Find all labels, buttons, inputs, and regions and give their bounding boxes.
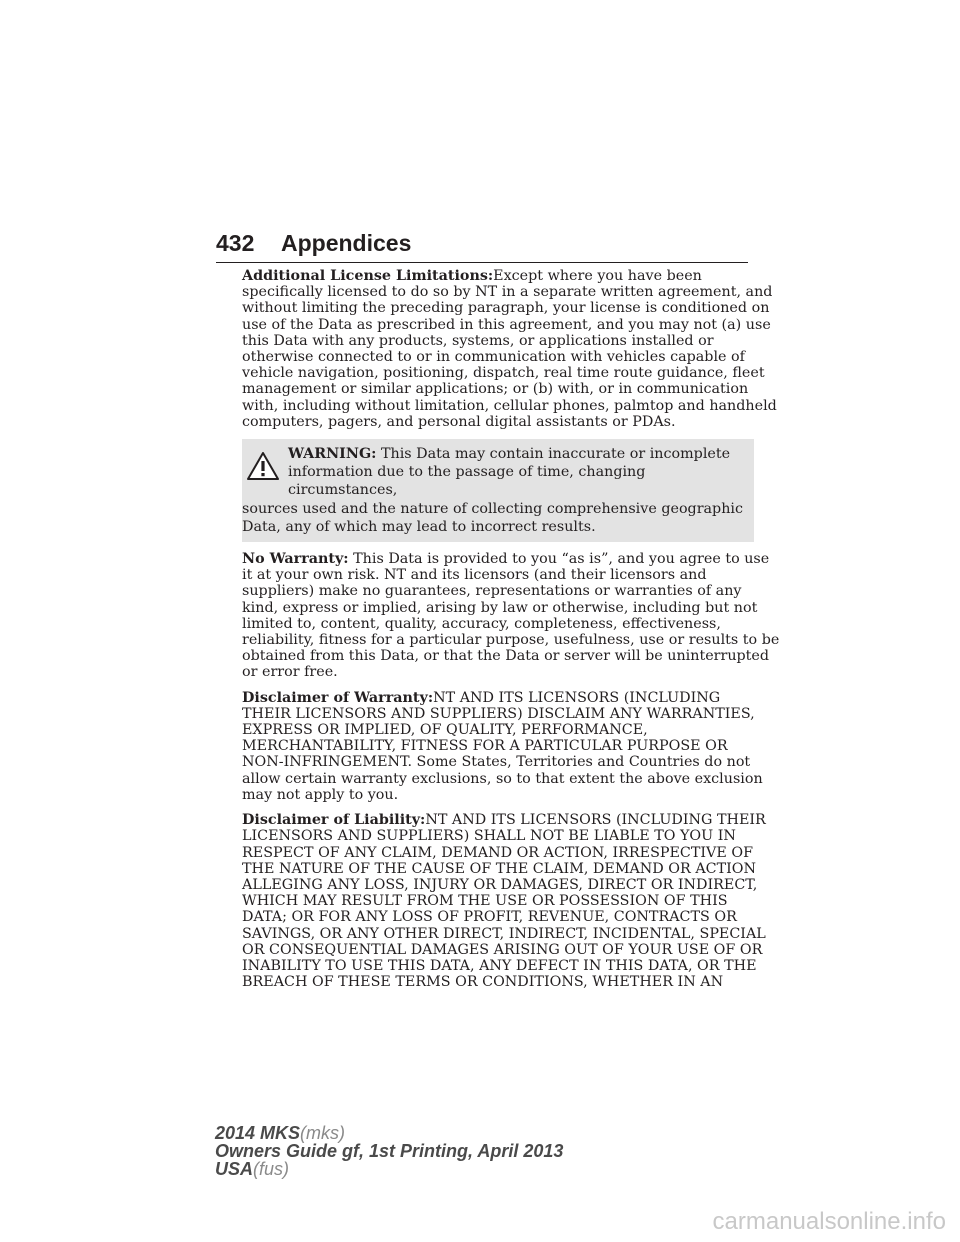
print-footer [215,1124,563,1178]
section-title: Appendices [281,230,412,256]
text-line: without limiting the preceding paragraph, your license is conditioned on [242,300,770,317]
footer-model-code: (mks) [300,1123,346,1143]
warning-label: WARNING: [288,446,377,463]
warning-triangle-icon [246,451,280,481]
text-line: allow certain warranty exclusions, so to that extent the above exclusion [242,770,763,787]
warning-text-line: information due to the passage of time, changing circumstances, [288,464,646,499]
text-line: management or similar applications; or (b) with, or in communication [242,381,749,398]
footer-market-code: (fus) [253,1159,290,1179]
text-line: computers, pagers, and personal digital assistants or PDAs. [242,413,676,430]
text-line: ALLEGING ANY LOSS, INJURY OR DAMAGES, DIRECT OR INDIRECT, [242,876,758,893]
text-line: vehicle navigation, positioning, dispatch, real time route guidance, fleet [242,365,765,382]
paragraph-additional-license-limitations [242,268,777,430]
text-line: BREACH OF THESE TERMS OR CONDITIONS, WHETHER IN AN [242,974,724,991]
paragraph-lead: Disclaimer of Liability: [242,812,426,829]
text-line: EXPRESS OR IMPLIED, OF QUALITY, PERFORMANCE, [242,722,648,739]
text-line: this Data with any products, systems, or applications installed or [242,332,714,349]
text-line: limited to, content, quality, accuracy, completeness, effectiveness, [242,615,721,632]
text-line: obtained from this Data, or that the Data or server will be uninterrupted [242,648,770,665]
text-line: kind, express or implied, arising by law or otherwise, including but not [242,599,758,616]
text-line: INABILITY TO USE THIS DATA, ANY DEFECT IN THIS DATA, OR THE [242,957,757,974]
text-line: THEIR LICENSORS AND SUPPLIERS) DISCLAIM ANY WARRANTIES, [242,705,755,722]
site-watermark: carmanualsonline.info [712,1208,946,1235]
text-line: NON-INFRINGEMENT. Some States, Territories and Countries do not [242,754,751,771]
text-line: RESPECT OF ANY CLAIM, DEMAND OR ACTION, IRRESPECTIVE OF [242,844,754,861]
paragraph-disclaimer-of-warranty [242,689,763,803]
text-line: OR CONSEQUENTIAL DAMAGES ARISING OUT OF YOUR USE OF OR [242,941,763,958]
paragraph-no-warranty [242,551,780,681]
page-header [216,228,748,263]
text-line: specifically licensed to do so by NT in a separate written agreement, and [242,284,773,301]
text-line: may not apply to you. [242,786,399,803]
footer-guide: Owners Guide gf, 1st Printing, April 2013 [215,1141,564,1161]
text-line: Except where you have been [493,268,702,284]
page-content [242,268,780,999]
footer-market: USA [215,1159,254,1179]
paragraph-lead: Additional License Limitations: [242,268,494,284]
text-line: or error free. [242,664,338,681]
text-line: MERCHANTABILITY, FITNESS FOR A PARTICULAR PURPOSE OR [242,738,728,755]
text-line: THE NATURE OF THE CAUSE OF THE CLAIM, DEMAND OR ACTION [242,860,757,877]
text-line: NT AND ITS LICENSORS (INCLUDING THEIR [425,812,766,829]
warning-box [242,439,754,542]
text-line: with, including without limitation, cellular phones, palmtop and handheld [242,397,777,414]
text-line: otherwise connected to or in communication with vehicles capable of [242,349,745,366]
footer-model: 2014 MKS [215,1123,301,1143]
paragraph-disclaimer-of-liability [242,812,766,991]
text-line: NT AND ITS LICENSORS (INCLUDING [433,689,721,706]
text-line: reliability, fitness for a particular purpose, usefulness, use or results to be [242,632,780,649]
text-line: use of the Data as prescribed in this agreement, and you may not (a) use [242,316,771,333]
text-line: This Data is provided to you “as is”, and you agree to use [353,551,770,568]
text-line: suppliers) make no guarantees, representations or warranties of any [242,583,742,600]
paragraph-lead: Disclaimer of Warranty: [242,689,434,706]
paragraph-lead: No Warranty: [242,551,349,568]
text-line: LICENSORS AND SUPPLIERS) SHALL NOT BE LIABLE TO YOU IN [242,828,736,845]
text-line: it at your own risk. NT and its licensors (and their licensors and [242,567,707,584]
text-line: WHICH MAY RESULT FROM THE USE OR POSSESSION OF THIS [242,893,728,910]
text-line: DATA; OR FOR ANY LOSS OF PROFIT, REVENUE, CONTRACTS OR [242,909,737,926]
warning-text-line: This Data may contain inaccurate or incomplete [380,446,731,463]
page-number: 432 [216,230,255,256]
warning-text-line: sources used and the nature of collecting comprehensive geographic [242,500,743,517]
text-line: SAVINGS, OR ANY OTHER DIRECT, INDIRECT, INCIDENTAL, SPECIAL [242,925,766,942]
warning-text-line: Data, any of which may lead to incorrect results. [242,518,596,535]
